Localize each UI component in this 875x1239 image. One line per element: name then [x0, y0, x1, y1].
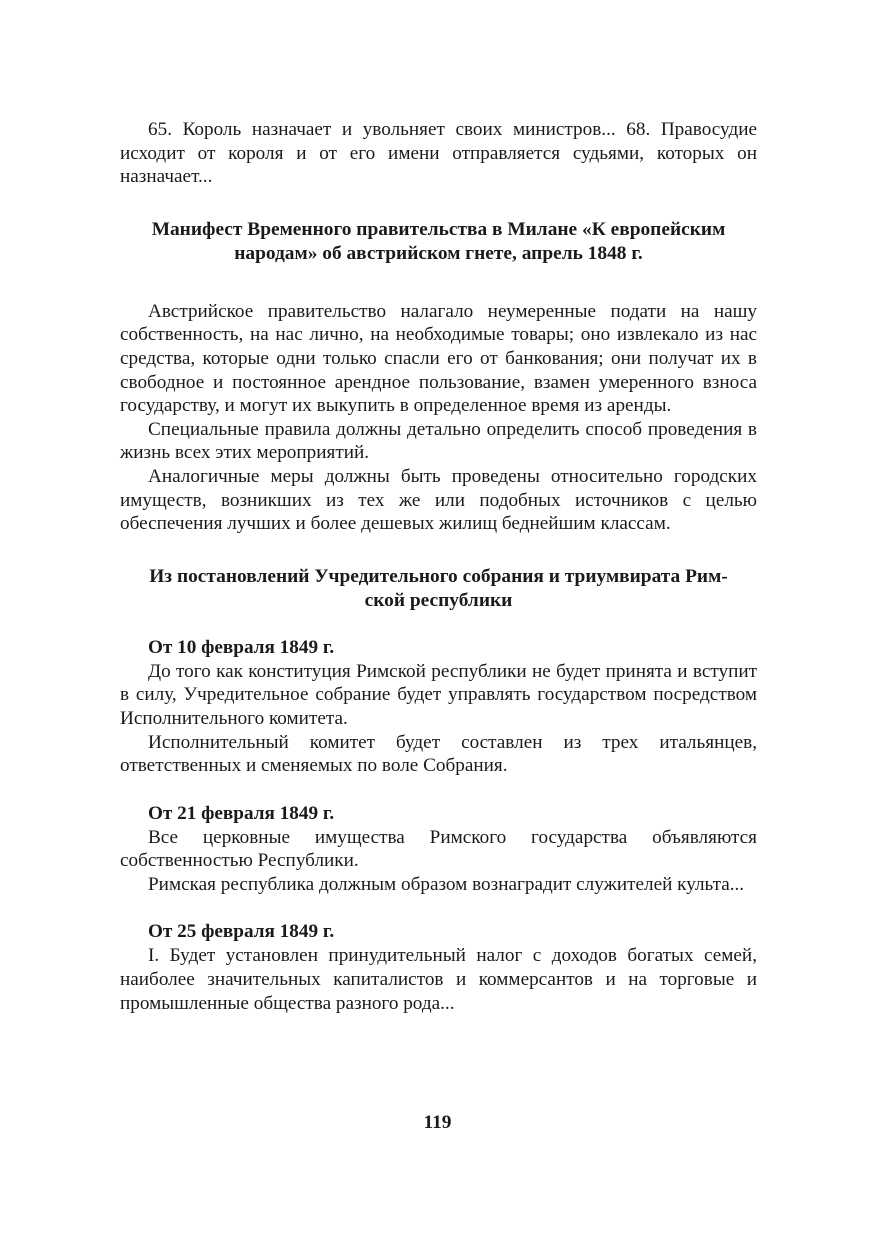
section-heading-milan-manifesto — [120, 218, 757, 266]
body-paragraph: До того как конституция Римской республики не будет принята и вступит в силу, Учредительное собрание будет управлять государством посредством Исполнительного комитета. — [120, 660, 757, 729]
heading-line: Манифест Временного правительства в Милане «К европейским — [151, 218, 726, 240]
decree-date: От 10 февраля 1849 г. — [148, 636, 335, 658]
decree-date: От 25 февраля 1849 г. — [148, 921, 335, 943]
page-number: 119 — [423, 1112, 452, 1133]
top-paragraph: 65. Король назначает и увольняет своих министров... 68. Правосудие исходит от короля и от его имени отправляется судьями, которых он назначает... — [120, 119, 757, 188]
heading-line: народам» об австрийском гнете, апрель 1848 г. — [234, 242, 643, 264]
heading-line: Из постановлений Учредительного собрания и триумвирата Рим- — [149, 565, 728, 587]
document-page — [120, 118, 757, 1015]
heading-line: ской республики — [364, 589, 513, 611]
decree-date: От 21 февраля 1849 г. — [148, 802, 335, 824]
body-paragraph: Исполнительный комитет будет составлен из трех итальянцев, ответственных и сменяемых по воле Собрания. — [120, 731, 757, 777]
body-paragraph: Все церковные имущества Римского государства объявляются собственностью Республики. — [120, 826, 757, 872]
body-paragraph: Австрийское правительство налагало неумеренные подати на нашу собственность, на нас лично, на необходимые товары; оно извлекало из нас средства, которые одни только спасли его от банкования; они получат их в свободное и постоянное арендное пользование, взамен умеренного взноса государству, и могут их выкупить в определенное время из аренды. — [120, 300, 757, 417]
body-paragraph: Специальные правила должны детально определить способ проведения в жизнь всех этих мероприятий. — [120, 418, 757, 464]
body-paragraph: Аналогичные меры должны быть проведены относительно городских имуществ, возникших из тех же или подобных источников с целью обеспечения лучших и более дешевых жилищ беднейшим классам. — [120, 465, 757, 535]
section-heading-roman-republic — [120, 565, 757, 613]
body-paragraph: Римская республика должным образом вознаградит служителей культа... — [148, 873, 745, 895]
body-paragraph: I. Будет установлен принудительный налог с доходов богатых семей, наиболее значительных капиталистов и коммерсантов и на торговые и промышленные общества разного рода... — [120, 945, 757, 1014]
